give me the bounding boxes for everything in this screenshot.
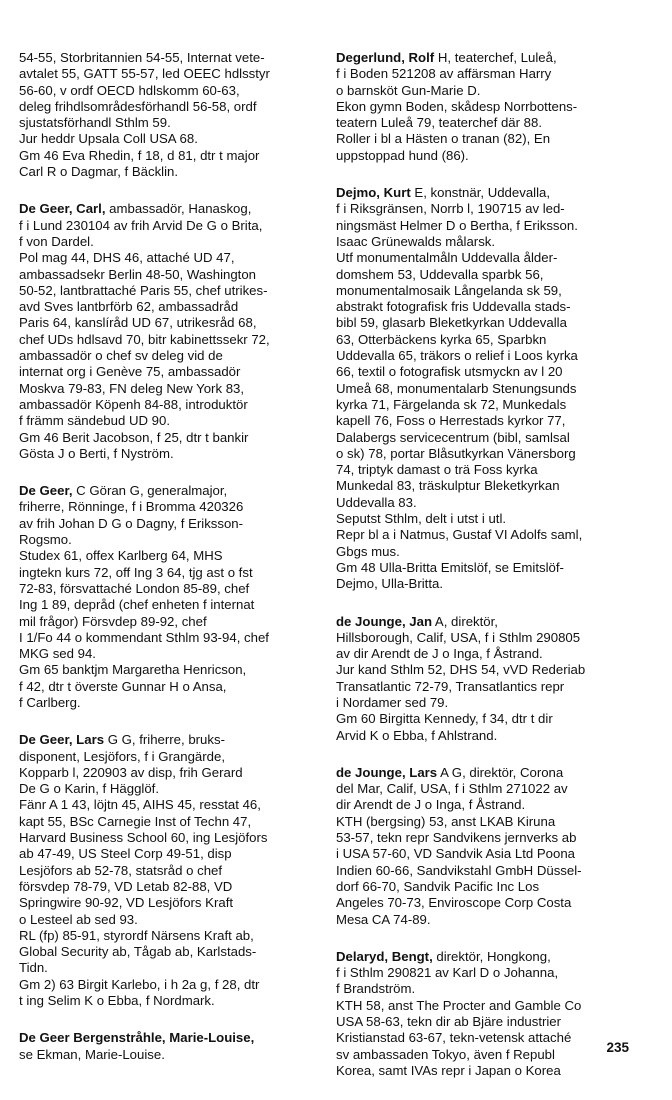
entry-text: Uddevalla 65, träkors o relief i Loos kyrka [336, 348, 578, 364]
entry-text: f i Riksgränsen, Norrb l, 190715 av led- [336, 201, 565, 217]
entry-line [336, 765, 636, 781]
biography-entry [19, 732, 317, 1009]
entry-line [19, 446, 317, 462]
entry-text: Ekon gymn Boden, skådesp Norrbottens- [336, 98, 578, 114]
entry-text: dorf 66-70, Sandvik Pacific Inc Los [336, 878, 540, 894]
entry-text: uppstoppad hund (86). [336, 147, 469, 163]
entry-text: Kristianstad 63-67, tekn-vetensk attaché [336, 1030, 572, 1046]
entry-text: Ing 1 89, depråd (chef enheten f internat [19, 597, 255, 613]
entry-text: Gm 60 Birgitta Kennedy, f 34, dtr t dir [336, 711, 553, 727]
entry-line [19, 960, 317, 976]
entry-text: Indien 60-66, Sandvikstahl GmbH Düssel- [336, 862, 582, 878]
biography-entry [19, 50, 317, 180]
entry-text: E, konstnär, Uddevalla, [410, 185, 551, 201]
entry-text: bibl 59, glasarb Bleketkyrkan Uddevalla [336, 315, 567, 331]
entry-line [336, 879, 636, 895]
entry-text: försvdep 78-79, VD Letab 82-88, VD [19, 878, 233, 894]
entry-text: se Ekman, Marie-Louise. [19, 1046, 165, 1062]
entry-line [336, 998, 636, 1014]
entry-text: A G, direktör, Corona [437, 764, 564, 780]
entry-line [19, 115, 317, 131]
entry-line [336, 99, 636, 115]
entry-text: Seputst Sthlm, delt i utst i utl. [336, 511, 507, 527]
entry-line [336, 495, 636, 511]
entry-line [336, 218, 636, 234]
entry-text: abstrakt fotografisk fris Uddevalla stads- [336, 299, 571, 315]
entry-line [336, 614, 636, 630]
entry-text: Studex 61, offex Karlberg 64, MHS [19, 548, 223, 564]
entry-text: f Brandström. [336, 981, 416, 997]
entry-line [19, 895, 317, 911]
entry-line [336, 332, 636, 348]
entry-text: friherre, Rönninge, f i Bromma 420326 [19, 499, 244, 515]
entry-text: Angeles 70-73, Enviroscope Corp Costa [336, 895, 572, 911]
entry-text: Gm 46 Berit Jacobson, f 25, dtr t bankir [19, 429, 249, 445]
entry-text: 74, triptyk damast o trä Foss kyrka [336, 462, 538, 478]
entry-headname: Delaryd, Bengt, [336, 948, 433, 964]
entry-text: o Lesteel ab sed 93. [19, 911, 138, 927]
biography-entry [336, 614, 636, 744]
entry-text: Gm 2) 63 Birgit Karlebo, i h 2a g, f 28, dtr [19, 976, 260, 992]
entry-text: monumentalmosaik Långelanda sk 59, [336, 282, 562, 298]
entry-line [336, 131, 636, 147]
entry-line [336, 695, 636, 711]
entry-line [19, 695, 317, 711]
entry-text: Dejmo, Ulla-Britta. [336, 576, 443, 592]
entry-line [19, 993, 317, 1009]
entry-line [19, 364, 317, 380]
entry-line [336, 267, 636, 283]
entry-text: Jur heddr Upsala Coll USA 68. [19, 131, 198, 147]
entry-text: KTH (bergsing) 53, anst LKAB Kiruna [336, 813, 556, 829]
entry-text: Transatlantic 72-79, Transatlantics repr [336, 678, 565, 694]
entry-text: USA 58-63, tekn dir ab Bjäre industrier [336, 1014, 562, 1030]
entry-line [336, 863, 636, 879]
biography-entry [19, 201, 317, 462]
entry-text: i USA 57-60, VD Sandvik Asia Ltd Poona [336, 846, 575, 862]
entry-text: G G, friherre, bruks- [104, 732, 225, 748]
entry-line [19, 679, 317, 695]
entry-line [336, 381, 636, 397]
entry-text: f i Lund 230104 av frih Arvid De G o Brita, [19, 217, 263, 233]
entry-text: Arvid K o Ebba, f Ahlstrand. [336, 727, 498, 743]
entry-line [336, 446, 636, 462]
right-column [336, 50, 636, 1100]
entry-text: Gbgs mus. [336, 543, 400, 559]
entry-text: Gm 46 Eva Rhedin, f 18, d 81, dtr t major [19, 147, 260, 163]
entry-line [19, 201, 317, 217]
entry-text: kyrka 71, Färgelanda sk 72, Munkedals [336, 396, 567, 412]
entry-text: C Göran G, generalmajor, [72, 483, 228, 499]
entry-text: Repr bl a i Natmus, Gustaf VI Adolfs saml, [336, 527, 583, 543]
entry-headname: Dejmo, Kurt [336, 185, 411, 201]
entry-text: Dalabergs servicecentrum (bibl, samlsal [336, 429, 570, 445]
entry-text: Carl R o Dagmar, f Bäcklin. [19, 164, 179, 180]
entry-text: f von Dardel. [19, 233, 94, 249]
entry-line [19, 1047, 317, 1063]
entry-text: sjustatsförhandl Sthlm 59. [19, 115, 171, 131]
entry-text: ab 47-49, US Steel Corp 49-51, disp [19, 846, 232, 862]
entry-text: Lesjöfors ab 52-78, statsråd o chef [19, 862, 223, 878]
entry-text: f i Sthlm 290821 av Karl D o Johanna, [336, 965, 559, 981]
entry-text: sv ambassaden Tokyo, även f Republ [336, 1046, 555, 1062]
entry-text: Tidn. [19, 960, 48, 976]
entry-line [336, 283, 636, 299]
entry-text: avd Sves lantbrförb 62, ambassadråd [19, 299, 239, 315]
entry-text: Gm 65 banktjm Margaretha Henricson, [19, 662, 247, 678]
entry-line [336, 234, 636, 250]
entry-text: f främm sändebud UD 90. [19, 413, 170, 429]
entry-text: De G o Karin, f Hägglöf. [19, 781, 160, 797]
entry-text: Fänr A 1 43, löjtn 45, AIHS 45, resstat 46, [19, 797, 261, 813]
entry-text: Utf monumentalmåln Uddevalla ålder- [336, 250, 558, 266]
entry-line [19, 944, 317, 960]
entry-line [336, 1047, 636, 1063]
entry-headname: De Geer Bergenstråhle, Marie-Louise, [19, 1030, 255, 1046]
entry-line [19, 66, 317, 82]
entry-line [336, 895, 636, 911]
entry-line [336, 560, 636, 576]
entry-text: o sk) 78, portar Blåsutkyrkan Vänersborg [336, 445, 576, 461]
entry-text: avtalet 55, GATT 55-57, led OEEC hdlsstyr [19, 66, 270, 82]
entry-text: f i Boden 521208 av affärsman Harry [336, 66, 552, 82]
entry-headname: De Geer, Lars [19, 732, 105, 748]
entry-text: 53-57, tekn repr Sandvikens jernverks ab [336, 830, 577, 846]
entry-line [19, 516, 317, 532]
entry-text: av dir Arendt de J o Inga, f Åstrand. [336, 646, 543, 662]
entry-line [336, 250, 636, 266]
entry-text: domshem 53, Uddevalla sparbk 56, [336, 266, 544, 282]
page-number: 235 [606, 1040, 629, 1055]
entry-line [336, 711, 636, 727]
entry-line [336, 544, 636, 560]
entry-text: Harvard Business School 60, ing Lesjöfors [19, 830, 268, 846]
biography-entry [19, 483, 317, 711]
entry-line [336, 348, 636, 364]
entry-headname: De Geer, [19, 483, 73, 499]
entry-text: t ing Selim K o Ebba, f Nordmark. [19, 993, 215, 1009]
entry-line [19, 218, 317, 234]
entry-line [336, 50, 636, 66]
entry-text: Munkedal 83, träskulptur Bleketkyrkan [336, 478, 560, 494]
entry-text: Roller i bl a Hästen o tranan (82), En [336, 131, 551, 147]
entry-line [19, 863, 317, 879]
entry-line [19, 430, 317, 446]
entry-line [19, 83, 317, 99]
entry-line [336, 66, 636, 82]
entry-line [19, 381, 317, 397]
entry-line [19, 99, 317, 115]
entry-line [19, 548, 317, 564]
entry-text: mil frågor) Försvdep 89-92, chef [19, 613, 207, 629]
entry-line [19, 597, 317, 613]
entry-text: Kopparb l, 220903 av disp, frih Gerard [19, 764, 243, 780]
entry-line [336, 981, 636, 997]
entry-line [336, 781, 636, 797]
entry-line [336, 201, 636, 217]
entry-line [19, 814, 317, 830]
entry-text: 54-55, Storbritannien 54-55, Internat vete- [19, 50, 265, 65]
entry-text: Global Security ab, Tågab ab, Karlstads- [19, 944, 257, 960]
entry-line [336, 462, 636, 478]
entry-line [19, 912, 317, 928]
entry-text: KTH 58, anst The Procter and Gamble Co [336, 997, 582, 1013]
entry-line [336, 576, 636, 592]
entry-text: av frih Johan D G o Dagny, f Eriksson- [19, 515, 244, 531]
entry-text: deleg frihdlsområdesförhandl 56-58, ordf [19, 98, 257, 114]
entry-line [336, 185, 636, 201]
entry-text: direktör, Hongkong, [432, 948, 551, 964]
entry-line [336, 728, 636, 744]
entry-line [336, 1014, 636, 1030]
entry-text: 50-52, lantbrattaché Paris 55, chef utrikes- [19, 282, 268, 298]
biography-entry [336, 765, 636, 928]
entry-line [19, 499, 317, 515]
entry-text: ambassadsekr Berlin 48-50, Washington [19, 266, 257, 282]
entry-line [336, 115, 636, 131]
entry-text: A, direktör, [432, 613, 498, 629]
entry-text: disponent, Lesjöfors, f i Grangärde, [19, 748, 225, 764]
entry-text: Rogsmo. [19, 532, 72, 548]
entry-text: kapt 55, BSc Carnegie Inst of Techn 47, [19, 813, 252, 829]
entry-text: dir Arendt de J o Inga, f Åstrand. [336, 797, 526, 813]
entry-text: ambassadör Köpenh 84-88, introduktör [19, 396, 248, 412]
entry-line [19, 250, 317, 266]
entry-text: Mesa CA 74-89. [336, 911, 431, 927]
biography-entry [336, 949, 636, 1079]
entry-line [19, 797, 317, 813]
entry-line [19, 732, 317, 748]
entry-text: Springwire 90-92, VD Lesjöfors Kraft [19, 895, 234, 911]
entry-line [19, 483, 317, 499]
entry-line [19, 50, 317, 66]
entry-line [19, 749, 317, 765]
entry-line [336, 814, 636, 830]
entry-line [336, 630, 636, 646]
entry-line [19, 565, 317, 581]
entry-line [336, 912, 636, 928]
entry-line [19, 348, 317, 364]
entry-headname: de Jounge, Lars [336, 764, 438, 780]
entry-line [19, 662, 317, 678]
entry-line [19, 299, 317, 315]
biography-entry [336, 185, 636, 592]
entry-line [336, 364, 636, 380]
entry-line [19, 131, 317, 147]
entry-line [336, 830, 636, 846]
entry-line [336, 299, 636, 315]
entry-text: f 42, dtr t överste Gunnar H o Ansa, [19, 678, 227, 694]
entry-text: 72-83, försvattaché London 85-89, chef [19, 580, 250, 596]
entry-line [19, 532, 317, 548]
entry-line [19, 413, 317, 429]
entry-line [336, 1063, 636, 1079]
entry-line [336, 679, 636, 695]
entry-text: Umeå 68, monumentalarb Stenungsunds [336, 380, 577, 396]
entry-line [19, 164, 317, 180]
entry-line [336, 511, 636, 527]
entry-line [336, 965, 636, 981]
entry-text: ingtekn kurs 72, off Ing 3 64, tjg ast o fst [19, 564, 253, 580]
entry-line [19, 830, 317, 846]
entry-line [19, 614, 317, 630]
entry-line [336, 148, 636, 164]
entry-text: i Nordamer sed 79. [336, 694, 449, 710]
entry-line [19, 148, 317, 164]
entry-headname: de Jounge, Jan [336, 613, 432, 629]
entry-text: o barnsköt Gun-Marie D. [336, 82, 481, 98]
entry-line [336, 315, 636, 331]
entry-line [19, 646, 317, 662]
entry-text: internat org i Genève 75, ambassadör [19, 364, 241, 380]
entry-text: kapell 76, Foss o Herrestads kyrkor 77, [336, 413, 566, 429]
entry-line [19, 332, 317, 348]
entry-line [336, 527, 636, 543]
entry-text: Korea, samt IVAs repr i Japan o Korea [336, 1062, 561, 1078]
entry-text: del Mar, Calif, USA, f i Sthlm 271022 av [336, 781, 568, 797]
entry-text: H, teaterchef, Luleå, [434, 50, 557, 65]
entry-line [19, 928, 317, 944]
entry-line [19, 977, 317, 993]
entry-text: Pol mag 44, DHS 46, attaché UD 47, [19, 250, 235, 266]
entry-line [19, 234, 317, 250]
entry-text: I 1/Fo 44 o kommendant Sthlm 93-94, chef [19, 629, 269, 645]
entry-text: ambassadör o chef sv deleg vid de [19, 348, 223, 364]
entry-text: Hillsborough, Calif, USA, f i Sthlm 290805 [336, 629, 581, 645]
entry-line [336, 478, 636, 494]
entry-headname: Degerlund, Rolf [336, 50, 435, 65]
entry-line [19, 267, 317, 283]
entry-line [336, 797, 636, 813]
entry-text: 63, Otterbäckens kyrka 65, Sparbkn [336, 331, 547, 347]
entry-text: chef UDs hdlsavd 70, bitr kabinettssekr 72, [19, 331, 270, 347]
entry-line [19, 283, 317, 299]
entry-line [19, 1030, 317, 1046]
entry-text: teatern Luleå 79, teaterchef där 88. [336, 115, 543, 131]
entry-text: Moskva 79-83, FN deleg New York 83, [19, 380, 245, 396]
entry-text: MKG sed 94. [19, 646, 96, 662]
entry-text: f Carlberg. [19, 694, 81, 710]
entry-text: Isaac Grünewalds målarsk. [336, 233, 496, 249]
entry-text: ambassadör, Hanaskog, [105, 201, 252, 217]
entry-text: 66, textil o fotografisk utsmyckn av l 20 [336, 364, 563, 380]
entry-line [336, 662, 636, 678]
entry-line [19, 765, 317, 781]
entry-line [336, 397, 636, 413]
entry-line [19, 581, 317, 597]
entry-text: Gm 48 Ulla-Britta Emitslöf, se Emitslöf- [336, 559, 564, 575]
entry-text: 56-60, v ordf OECD hdlskomm 60-63, [19, 82, 240, 98]
entry-headname: De Geer, Carl, [19, 201, 106, 217]
entry-text: ningsmäst Helmer D o Bertha, f Eriksson. [336, 217, 578, 233]
biography-entry [19, 1030, 317, 1063]
entry-line [336, 413, 636, 429]
entry-text: Paris 64, kanslíråd UD 67, utrikesråd 68, [19, 315, 257, 331]
entry-line [19, 781, 317, 797]
entry-line [336, 846, 636, 862]
entry-line [19, 315, 317, 331]
entry-line [19, 630, 317, 646]
entry-text: RL (fp) 85-91, styrordf Närsens Kraft ab, [19, 927, 254, 943]
entry-line [19, 879, 317, 895]
entry-line [336, 430, 636, 446]
entry-line [336, 646, 636, 662]
entry-line [19, 397, 317, 413]
entry-line [336, 1030, 636, 1046]
biography-entry [336, 50, 636, 164]
entry-line [336, 83, 636, 99]
entry-text: Uddevalla 83. [336, 494, 417, 510]
left-column [19, 50, 317, 1084]
entry-line [19, 846, 317, 862]
entry-text: Jur kand Sthlm 52, DHS 54, vVD Rederiab [336, 662, 586, 678]
entry-text: Gösta J o Berti, f Nyström. [19, 445, 174, 461]
entry-line [336, 949, 636, 965]
